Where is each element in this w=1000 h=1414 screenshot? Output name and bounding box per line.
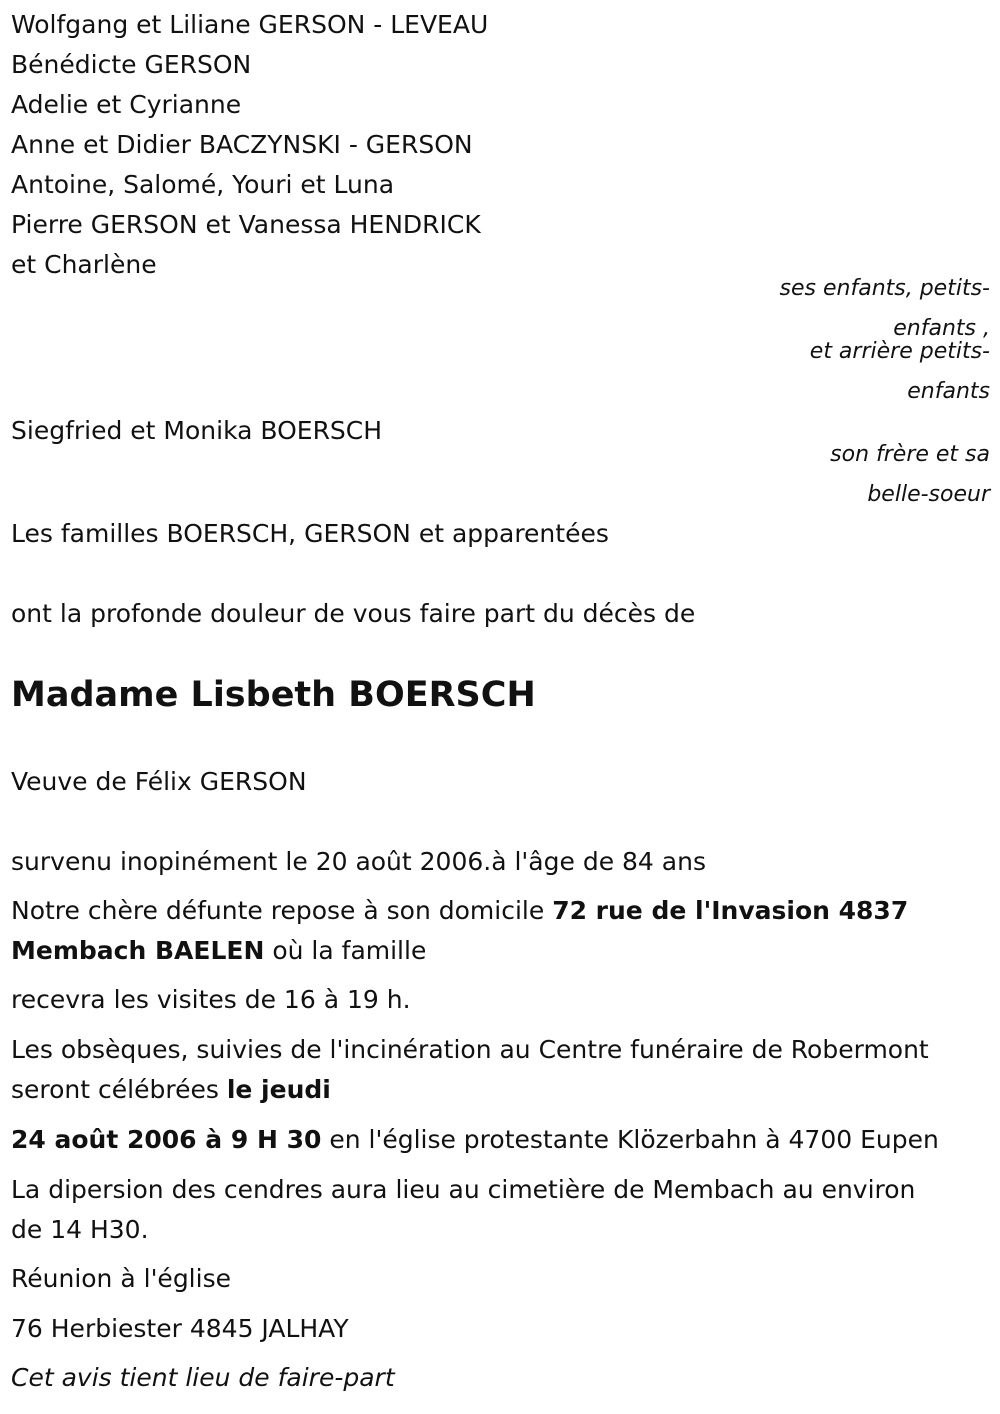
families-line: Les familles BOERSCH, GERSON et apparentées: [11, 519, 609, 548]
funeral-date-line: [11, 1125, 939, 1155]
rest-suffix: où la famille: [264, 936, 427, 965]
funeral-day: le jeudi: [226, 1075, 331, 1104]
reunion-address: 76 Herbiester 4845 JALHAY: [11, 1314, 349, 1343]
deceased-name: Madame Lisbeth BOERSCH: [11, 675, 536, 715]
family-line-7: et Charlène: [11, 250, 157, 279]
family-line-3: Adelie et Cyrianne: [11, 90, 242, 119]
family-line-6: Pierre GERSON et Vanessa HENDRICK: [11, 210, 481, 239]
death-info-line: survenu inopinément le 20 août 2006.à l'âge de 84 ans: [11, 847, 706, 876]
dispersion-line-1: La dipersion des cendres aura lieu au cimetière de Membach au environ: [11, 1175, 916, 1204]
rest-line-1: [11, 896, 908, 926]
funeral-line-2: [11, 1075, 331, 1105]
relation-children-1: ses enfants, petits-: [779, 276, 990, 301]
relation-children-4: enfants: [907, 379, 990, 404]
funeral-line-1: Les obsèques, suivies de l'incinération au Centre funéraire de Robermont: [11, 1035, 929, 1064]
reunion-line: Réunion à l'église: [11, 1264, 231, 1293]
rest-prefix: Notre chère défunte repose à son domicile: [11, 896, 553, 925]
rest-address-1: 72 rue de l'Invasion 4837: [552, 896, 909, 925]
rest-line-2: [11, 936, 426, 966]
funeral-place: en l'église protestante Klözerbahn à 4700 Eupen: [321, 1125, 939, 1154]
relation-sibling-1: son frère et sa: [830, 442, 990, 467]
sibling-line: Siegfried et Monika BOERSCH: [11, 416, 383, 445]
dispersion-line-2: de 14 H30.: [11, 1215, 149, 1244]
rest-address-2: Membach BAELEN: [11, 936, 265, 965]
announcement-line: ont la profonde douleur de vous faire part du décès de: [11, 599, 696, 628]
footer-note: Cet avis tient lieu de faire-part: [11, 1363, 395, 1392]
visits-line: recevra les visites de 16 à 19 h.: [11, 985, 411, 1014]
relation-children-3: et arrière petits-: [809, 339, 990, 364]
funeral-prefix: seront célébrées: [11, 1075, 227, 1104]
family-line-5: Antoine, Salomé, Youri et Luna: [11, 170, 395, 199]
widow-line: Veuve de Félix GERSON: [11, 767, 307, 796]
family-line-2: Bénédicte GERSON: [11, 50, 252, 79]
family-line-4: Anne et Didier BACZYNSKI - GERSON: [11, 130, 473, 159]
relation-sibling-2: belle-soeur: [867, 482, 990, 507]
relation-children-2: enfants ,: [893, 316, 990, 341]
funeral-date: 24 août 2006 à 9 H 30: [11, 1125, 322, 1154]
family-line-1: Wolfgang et Liliane GERSON - LEVEAU: [11, 10, 489, 39]
